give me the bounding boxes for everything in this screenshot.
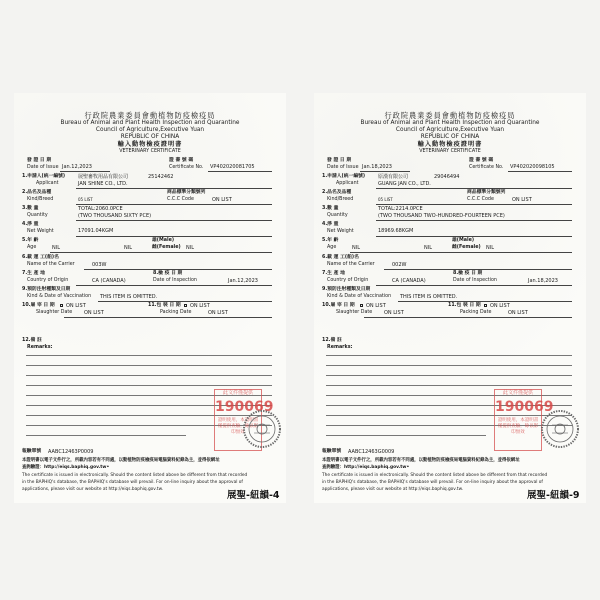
quantity-label-en: Quantity xyxy=(27,213,48,218)
age-value: NIL xyxy=(52,245,61,251)
kind-label-zh: 2.品名及品種 xyxy=(322,190,352,195)
ccc-value: ON LIST xyxy=(212,197,232,203)
stamp-number: 190069 xyxy=(495,399,554,415)
slaughter-value-2: ON LIST xyxy=(384,310,404,316)
agency-title-zh: 行政院農業委員會動植物防疫檢疫局 xyxy=(84,111,216,120)
slaughter-value-1: ON LIST xyxy=(66,303,86,309)
country-title: REPUBLIC OF CHINA xyxy=(120,134,180,140)
female-value: NIL xyxy=(486,245,495,251)
document-badge: 展聖-紐韻-4 xyxy=(227,490,280,501)
cert-title-en: VETERINARY CERTIFICATE xyxy=(419,149,481,154)
certificate-left xyxy=(14,93,286,503)
inspect-label-zh: 8.檢 疫 日 期 xyxy=(453,271,483,276)
kind-label-en: Kind/Breed xyxy=(27,197,54,202)
carrier-label-zh: 6.載 運 工(船)名 xyxy=(322,255,359,260)
male-label: 雄(Male) xyxy=(152,238,175,243)
quantity-label-zh: 3.數 量 xyxy=(22,206,39,211)
agency-title-zh: 行政院農業委員會動植物防疫檢疫局 xyxy=(384,111,516,120)
carrier-label-zh: 6.載 運 工(船)名 xyxy=(22,255,59,260)
packing-checkbox xyxy=(184,304,187,307)
weight-value: 18969.68KGM xyxy=(378,228,414,234)
cert-no-label-zh: 證 書 號 碼 xyxy=(169,158,194,163)
slaughter-checkbox xyxy=(60,304,63,307)
carrier-value: 002W xyxy=(392,262,407,268)
notice-zh: 本證明書以電子文件行之，所載內容若有不同處，以動植物防疫檢疫局電腦資料紀錄為主，並得依網址 xyxy=(322,458,520,463)
quantity-label-zh: 3.數 量 xyxy=(322,206,339,211)
origin-label-zh: 7.生 產 地 xyxy=(322,271,345,276)
kind-value: 05 LIST xyxy=(378,197,393,202)
council-title: Council of Agriculture,Executive Yuan xyxy=(95,127,205,133)
quantity-total: TOTAL:2214.0PCE xyxy=(378,206,423,212)
packing-label-zh: 11.包 裝 日 期 xyxy=(148,303,181,308)
agency-title-en: Bureau of Animal and Plant Health Inspection and Quarantine xyxy=(360,120,540,126)
kind-label-zh: 2.品名及品種 xyxy=(22,190,52,195)
carrier-label-en: Name of the Carrier xyxy=(27,262,75,267)
applicant-name-zh: 原漢有限公司 xyxy=(378,174,409,180)
weight-label-en: Net Weight xyxy=(27,229,54,234)
age-label-zh: 5.年 齡 xyxy=(322,238,339,243)
cert-no-label-zh: 證 書 號 碼 xyxy=(469,158,494,163)
inspect-date-value: Jan.12,2023 xyxy=(228,278,258,284)
age-value: NIL xyxy=(352,245,361,251)
packing-value-2: ON LIST xyxy=(208,310,228,316)
ccc-label-zh: 商品標準分類號列 xyxy=(167,190,206,195)
issue-date-label-zh: 發 證 日 期 xyxy=(327,158,352,163)
origin-value: CA (CANADA) xyxy=(92,278,126,284)
issue-date-label-en: Date of Issue xyxy=(327,165,359,170)
issue-date-label-zh: 發 證 日 期 xyxy=(27,158,52,163)
issue-date-label-en: Date of Issue xyxy=(27,165,59,170)
slaughter-label-en: Slaughter Date xyxy=(336,310,373,315)
cert-no-label-en: Certificate No. xyxy=(169,165,204,170)
stamp-top-text: 此文件僅提供 xyxy=(222,390,253,396)
male-value: NIL xyxy=(124,245,133,251)
cert-no-label-en: Certificate No. xyxy=(469,165,504,170)
packing-checkbox xyxy=(484,304,487,307)
male-value: NIL xyxy=(424,245,433,251)
applicant-label-zh: 1.申請人(統一編號) xyxy=(322,174,366,179)
female-label: 雌(Female) xyxy=(152,245,181,250)
cert-title-zh: 輸入動物檢疫證明書 xyxy=(417,141,483,148)
applicant-id: 25142462 xyxy=(148,174,174,180)
female-label: 雌(Female) xyxy=(452,245,481,250)
origin-value: CA (CANADA) xyxy=(392,278,426,284)
report-no-value: AABC12463G0009 xyxy=(348,449,395,455)
official-seal-icon xyxy=(242,409,282,449)
verification-stamp xyxy=(494,389,554,451)
quantity-words: (TWO THOUSAND TWO-HUNDRED-FOURTEEN PCE) xyxy=(378,213,505,219)
document-badge: 展聖-紐韻-9 xyxy=(527,490,580,501)
notice-en-3: applications, please visit our website at http://eiqs.baphiq.gov.tw. xyxy=(322,487,464,492)
applicant-name-zh: 展聖畜牧用品有限公司 xyxy=(78,174,129,180)
inspect-date-value: Jan.18,2023 xyxy=(528,278,558,284)
remarks-label-en: Remarks: xyxy=(27,345,53,350)
weight-label-en: Net Weight xyxy=(327,229,354,234)
slaughter-checkbox xyxy=(360,304,363,307)
quantity-words: (TWO THOUSAND SIXTY PCE) xyxy=(78,213,152,219)
stamp-bottom-text: 證明使用，本證明書僅提供查驗，餘以影印無效 xyxy=(497,418,539,436)
agency-title-en: Bureau of Animal and Plant Health Inspection and Quarantine xyxy=(60,120,240,126)
applicant-label-zh: 1.申請人(統一編號) xyxy=(22,174,66,179)
ccc-label-en: C.C.C Code xyxy=(467,197,494,202)
slaughter-label-en: Slaughter Date xyxy=(36,310,73,315)
weight-label-zh: 4.淨 重 xyxy=(322,222,339,227)
packing-label-en: Packing Date xyxy=(160,310,192,315)
kind-value: 05 LIST xyxy=(78,197,93,202)
applicant-name-en: JAN SHINE CO., LTD. xyxy=(78,181,128,187)
notice-en-2: in the BAPHIQ's database, the BAPHIQ's database will prevail. For on-line inquiry about the approval of xyxy=(22,480,243,485)
notice-zh-url: 查詢驗證：http://eiqs.baphiq.gov.tw• xyxy=(22,465,110,470)
carrier-value: 003W xyxy=(92,262,107,268)
vacc-value: THIS ITEM IS OMITTED. xyxy=(100,294,158,300)
ccc-label-en: C.C.C Code xyxy=(167,197,194,202)
cert-no-value: VP402020098105 xyxy=(510,164,555,170)
report-no-value: AABC12463P0009 xyxy=(48,449,94,455)
ccc-value: ON LIST xyxy=(512,197,532,203)
female-value: NIL xyxy=(186,245,195,251)
slaughter-label-zh: 10.屠 宰 日 期 xyxy=(322,303,355,308)
packing-value-2: ON LIST xyxy=(508,310,528,316)
stamp-number: 190069 xyxy=(215,399,274,415)
applicant-id: 29046494 xyxy=(434,174,460,180)
applicant-label-en: Applicant xyxy=(336,181,359,186)
vacc-label-zh: 9.預防注射種類及日期 xyxy=(322,287,371,292)
issue-date-value: Jan.18,2023 xyxy=(362,164,392,170)
origin-label-en: Country of Origin xyxy=(327,278,369,283)
cert-title-en: VETERINARY CERTIFICATE xyxy=(119,149,181,154)
council-title: Council of Agriculture,Executive Yuan xyxy=(395,127,505,133)
age-label-zh: 5.年 齡 xyxy=(22,238,39,243)
vacc-value: THIS ITEM IS OMITTED. xyxy=(400,294,458,300)
applicant-name-en: GUANG JAN CO., LTD. xyxy=(378,181,431,187)
report-no-label: 報驗單號 xyxy=(22,449,42,454)
notice-en-1: The certificate is issued in electronically. Should the content listed above be different from that recorded xyxy=(322,473,548,478)
slaughter-label-zh: 10.屠 宰 日 期 xyxy=(22,303,55,308)
ccc-label-zh: 商品標準分類號列 xyxy=(467,190,506,195)
cert-title-zh: 輸入動物檢疫證明書 xyxy=(117,141,183,148)
origin-label-zh: 7.生 產 地 xyxy=(22,271,45,276)
age-label-en: Age xyxy=(27,245,37,250)
country-title: REPUBLIC OF CHINA xyxy=(420,134,480,140)
age-label-en: Age xyxy=(327,245,337,250)
applicant-label-en: Applicant xyxy=(36,181,59,186)
vacc-label-en: Kind & Date of Vaccination xyxy=(327,294,392,299)
remarks-label-en: Remarks: xyxy=(327,345,353,350)
notice-zh: 本證明書以電子文件行之，所載內容若有不同處，以動植物防疫檢疫局電腦資料紀錄為主，並得依網址 xyxy=(22,458,220,463)
report-no-label: 報驗單號 xyxy=(322,449,342,454)
quantity-label-en: Quantity xyxy=(327,213,348,218)
origin-label-en: Country of Origin xyxy=(27,278,69,283)
weight-value: 17091.04KGM xyxy=(78,228,114,234)
packing-value-1: ON LIST xyxy=(190,303,210,309)
inspect-label-en: Date of Inspection xyxy=(153,278,197,283)
male-label: 雄(Male) xyxy=(452,238,475,243)
notice-en-1: The certificate is issued in electronically. Should the content listed above be different from that recorded xyxy=(22,473,248,478)
notice-en-2: in the BAPHIQ's database, the BAPHIQ's database will prevail. For on-line inquiry about the approval of xyxy=(322,480,543,485)
carrier-label-en: Name of the Carrier xyxy=(327,262,375,267)
remarks-label-zh: 12.備 註 xyxy=(322,338,342,343)
packing-value-1: ON LIST xyxy=(490,303,510,309)
slaughter-value-1: ON LIST xyxy=(366,303,386,309)
notice-en-3: applications, please visit our website at http://eiqs.baphiq.gov.tw. xyxy=(22,487,164,492)
vacc-label-en: Kind & Date of Vaccination xyxy=(27,294,92,299)
official-seal-icon xyxy=(540,409,580,449)
vacc-label-zh: 9.預防注射種類及日期 xyxy=(22,287,71,292)
certificate-right xyxy=(314,93,586,503)
quantity-total: TOTAL:2060.0PCE xyxy=(78,206,123,212)
slaughter-value-2: ON LIST xyxy=(84,310,104,316)
stamp-bottom-text: 證明使用，本證明書僅提供查驗，餘以影印無效 xyxy=(217,418,259,436)
inspect-label-zh: 8.檢 疫 日 期 xyxy=(153,271,183,276)
cert-no-value: VP402020081705 xyxy=(210,164,255,170)
remarks-label-zh: 12.備 註 xyxy=(22,338,42,343)
stamp-top-text: 此文件僅提供 xyxy=(502,390,533,396)
kind-label-en: Kind/Breed xyxy=(327,197,354,202)
packing-label-en: Packing Date xyxy=(460,310,492,315)
inspect-label-en: Date of Inspection xyxy=(453,278,497,283)
notice-zh-url: 查詢驗證：http://eiqs.baphiq.gov.tw• xyxy=(322,465,410,470)
weight-label-zh: 4.淨 重 xyxy=(22,222,39,227)
packing-label-zh: 11.包 裝 日 期 xyxy=(448,303,481,308)
issue-date-value: Jan.12,2023 xyxy=(62,164,92,170)
